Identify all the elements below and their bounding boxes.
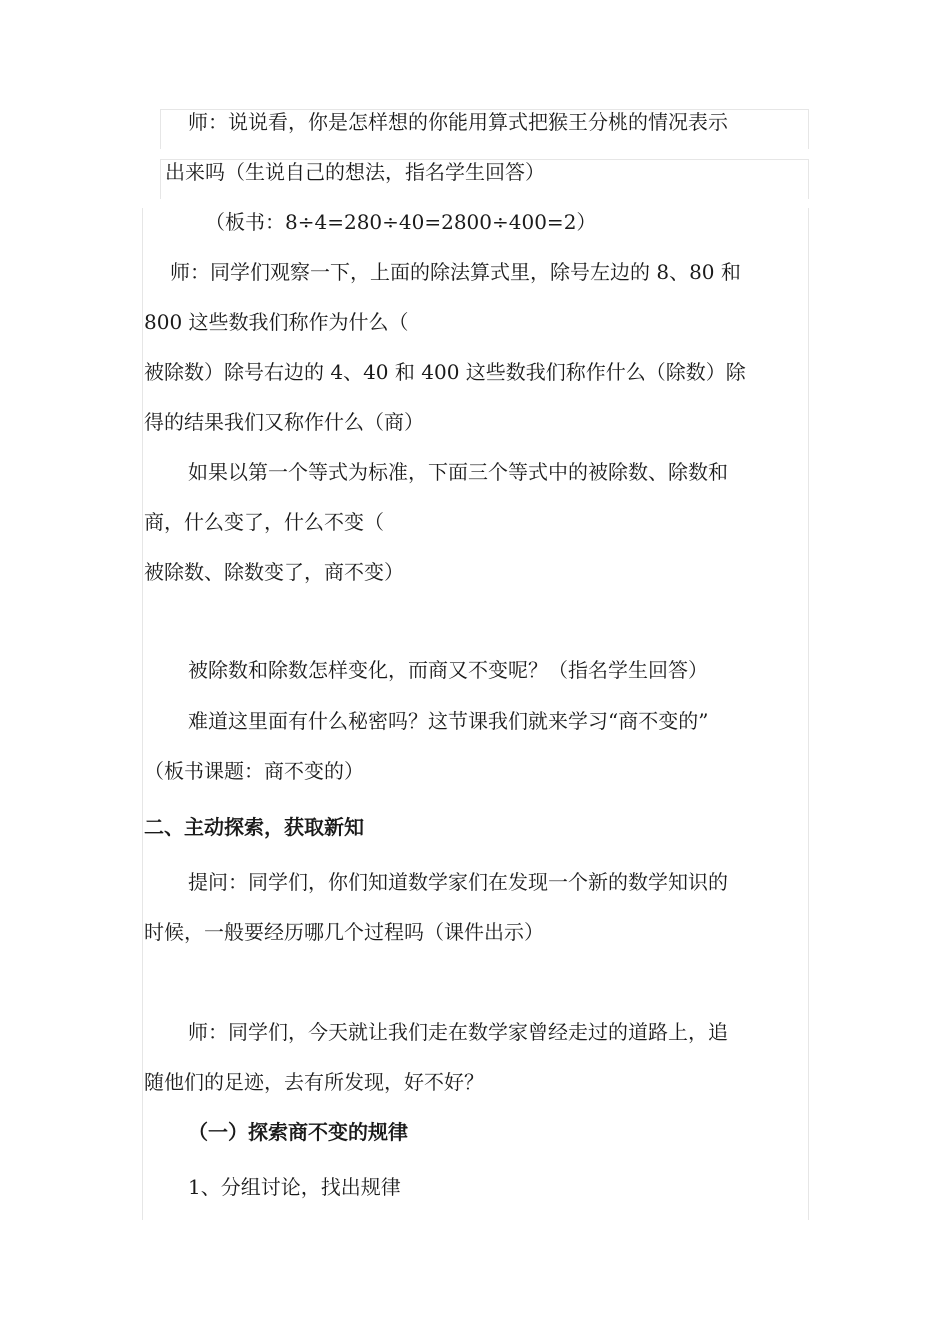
text-line-9: 商，什么变了，什么不变（ — [144, 510, 384, 534]
text-line-7: 得的结果我们又称作什么（商） — [144, 410, 424, 434]
subsection-heading-1: （一）探索商不变的规律 — [188, 1120, 408, 1144]
text-line-3: （板书：8÷4=280÷40=2800÷400=2） — [205, 210, 597, 234]
text-line-4: 师：同学们观察一下，上面的除法算式里，除号左边的 8、80 和 — [170, 260, 741, 284]
border-left-1 — [160, 109, 161, 149]
text-line-13: （板书课题：商不变的） — [144, 759, 364, 783]
text-line-15: 提问：同学们，你们知道数学家们在发现一个新的数学知识的 — [188, 870, 728, 894]
text-line-5: 800 这些数我们称作为什么（ — [144, 310, 409, 334]
text-line-16: 时候，一般要经历哪几个过程吗（课件出示） — [144, 920, 544, 944]
border-right-main — [808, 208, 809, 1220]
section-heading-2: 二、主动探索，获取新知 — [144, 815, 364, 839]
text-line-8: 如果以第一个等式为标准，下面三个等式中的被除数、除数和 — [188, 460, 728, 484]
border-right-1 — [808, 109, 809, 149]
border-left-main — [142, 208, 143, 1220]
text-line-20: 1、分组讨论，找出规律 — [188, 1175, 401, 1199]
text-line-12: 难道这里面有什么秘密吗？这节课我们就来学习“商不变的” — [188, 709, 709, 733]
border-right-2 — [808, 159, 809, 199]
text-line-2: 出来吗（生说自己的想法，指名学生回答） — [165, 160, 545, 184]
text-line-6: 被除数）除号右边的 4、40 和 400 这些数我们称作什么（除数）除 — [144, 360, 746, 384]
border-left-2 — [160, 159, 161, 199]
text-line-10: 被除数、除数变了，商不变） — [144, 560, 404, 584]
text-line-1: 师：说说看，你是怎样想的你能用算式把猴王分桃的情况表示 — [188, 110, 728, 134]
text-line-11: 被除数和除数怎样变化，而商又不变呢？（指名学生回答） — [188, 658, 708, 682]
text-line-18: 随他们的足迹，去有所发现，好不好？ — [144, 1070, 484, 1094]
text-line-17: 师：同学们，今天就让我们走在数学家曾经走过的道路上，追 — [188, 1020, 728, 1044]
